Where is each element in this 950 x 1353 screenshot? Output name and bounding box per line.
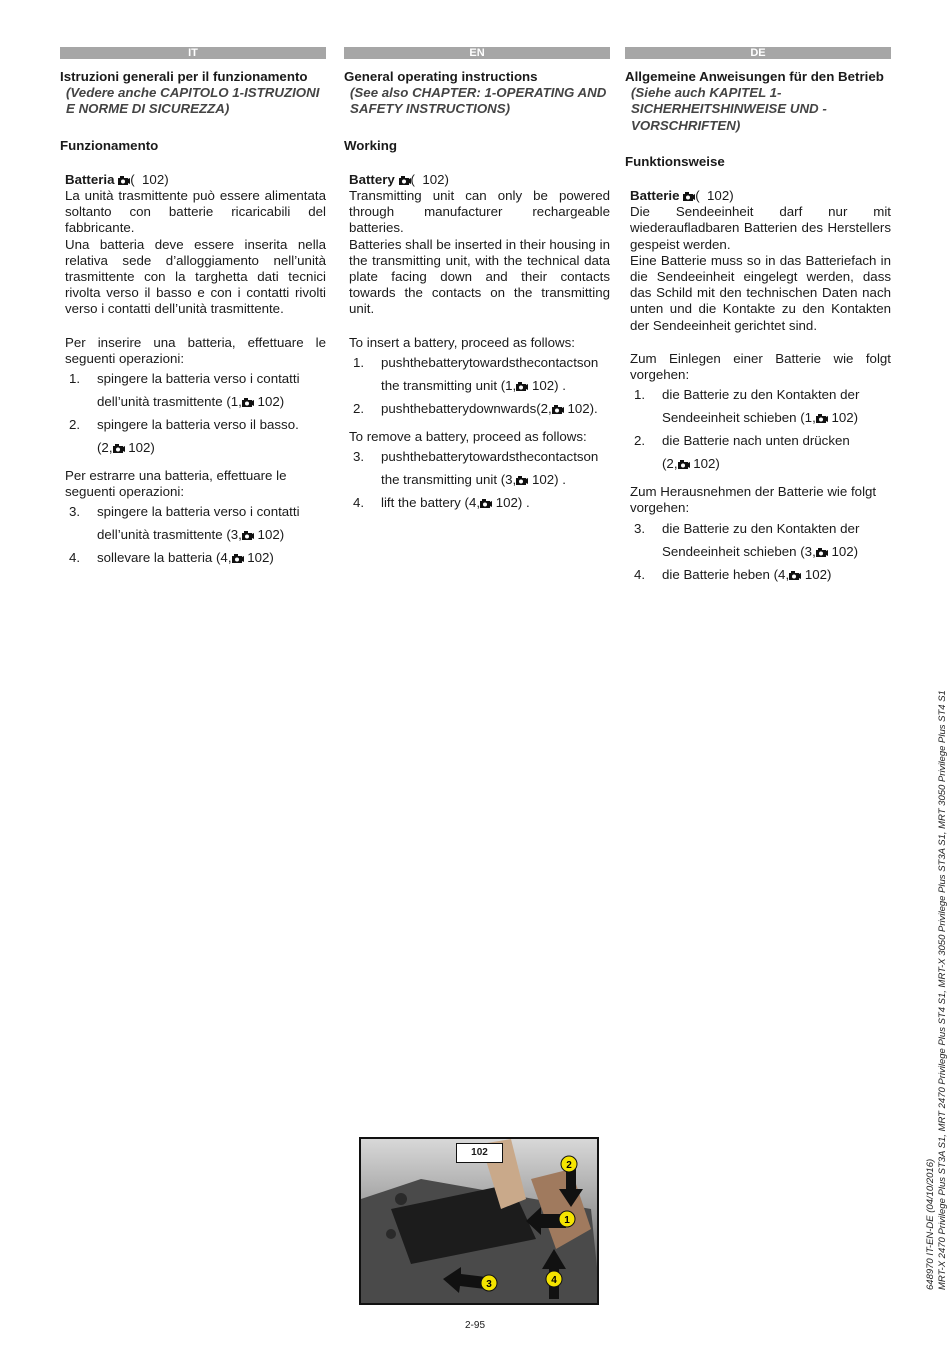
step-item: 2. pushthebatterydownwards(2, 102). bbox=[353, 400, 598, 416]
camera-icon bbox=[242, 530, 254, 540]
camera-icon bbox=[242, 397, 254, 407]
subheading: Funktionsweise bbox=[625, 153, 725, 169]
figure-label: 102 bbox=[456, 1143, 503, 1163]
camera-icon bbox=[232, 553, 244, 563]
svg-text:3: 3 bbox=[486, 1279, 492, 1290]
insert-steps bbox=[349, 351, 610, 420]
remove-intro: Zum Herausnehmen der Batterie wie folgt vorgehen: bbox=[630, 484, 877, 516]
paragraph: Eine Batterie muss so in das Batteriefach in die Sendeeinheit eingelegt werden, dass das Schild mit den technischen Daten nach unten und die Kontakte zu den Kontakten der Sendeeinheit gerichtet sind. bbox=[630, 252, 891, 333]
section-title: General operating instructions bbox=[344, 69, 538, 84]
callout-4 bbox=[546, 1271, 562, 1287]
svg-text:1: 1 bbox=[564, 1215, 570, 1226]
camera-icon bbox=[552, 404, 564, 414]
subheading: Funzionamento bbox=[60, 137, 159, 153]
camera-icon bbox=[516, 381, 528, 391]
column-it bbox=[60, 47, 326, 569]
paragraph: Batteries shall be inserted in their housing in the transmitting unit, with the technical data plate facing down and their contacts towards the contacts on the transmitting unit. bbox=[349, 236, 610, 317]
battery-title: Batterie bbox=[630, 188, 680, 204]
subheading: Working bbox=[344, 137, 397, 153]
model-list: MRT-X 2470 Privilege Plus ST3A S1, MRT 2470 Privilege Plus ST4 S1, MRT-X 3050 Privilege Plus ST3A S1, MRT 3050 Privilege Plus ST4 S1 bbox=[937, 690, 948, 1290]
step-item: 3. spingere la batteria verso i contatti dell’unità trasmittente (3, 102) bbox=[69, 504, 300, 543]
step-item: 1. die Batterie zu den Kontakten der Sendeeinheit schieben (1, 102) bbox=[634, 387, 860, 426]
language-bar: EN bbox=[344, 47, 610, 59]
see-also-note: (Vedere anche CAPITOLO 1-ISTRUZIONI E NORME DI SICUREZZA) bbox=[66, 85, 320, 117]
camera-icon bbox=[678, 459, 690, 469]
step-item: 2. spingere la batteria verso il basso. (2, 102) bbox=[69, 417, 299, 456]
callout-1 bbox=[559, 1211, 575, 1227]
step-item: 3. die Batterie zu den Kontakten der Sendeeinheit schieben (3, 102) bbox=[634, 520, 860, 559]
step-item: 4. lift the battery (4, 102) . bbox=[353, 495, 530, 511]
paragraph: La unità trasmittente può essere alimentata soltanto con batterie ricaricabili del fabbricante. bbox=[65, 188, 326, 236]
battery-section bbox=[60, 172, 326, 570]
figure-102 bbox=[359, 1137, 599, 1305]
svg-text:4: 4 bbox=[551, 1275, 557, 1286]
insert-intro: Per inserire una batteria, effettuare le seguenti operazioni: bbox=[65, 334, 326, 366]
side-document-info bbox=[925, 690, 949, 1290]
section-title: Allgemeine Anweisungen für den Betrieb bbox=[625, 69, 884, 84]
language-bar: DE bbox=[625, 47, 891, 59]
figure-ref: ( 102) bbox=[130, 171, 169, 187]
camera-icon bbox=[683, 191, 695, 201]
battery-section bbox=[625, 188, 891, 586]
figure-ref: ( 102) bbox=[695, 188, 734, 204]
section-title: Istruzioni generali per il funzionamento bbox=[60, 69, 308, 84]
insert-steps bbox=[630, 383, 891, 475]
battery-section bbox=[344, 172, 610, 514]
svg-text:2: 2 bbox=[566, 1160, 572, 1171]
battery-title: Battery bbox=[349, 171, 395, 187]
remove-steps bbox=[349, 445, 610, 514]
battery-photo bbox=[361, 1139, 599, 1305]
step-item: 1. spingere la batteria verso i contatti dell’unità trasmittente (1, 102) bbox=[69, 371, 300, 410]
step-item: 1. pushthebatterytowardsthecontactson the transmitting unit (1, 102) . bbox=[353, 354, 599, 393]
paragraph: Die Sendeeinheit darf nur mit wiederaufladbaren Batterien des Herstellers gespeist werden. bbox=[630, 204, 891, 252]
camera-icon bbox=[480, 498, 492, 508]
callout-2 bbox=[561, 1156, 577, 1172]
remove-intro: To remove a battery, proceed as follows: bbox=[349, 428, 587, 444]
column-de bbox=[625, 47, 891, 586]
paragraph: Transmitting unit can only be powered through manufacturer rechargeable batteries. bbox=[349, 188, 610, 236]
step-item: 4. die Batterie heben (4, 102) bbox=[634, 566, 832, 582]
camera-icon bbox=[399, 175, 411, 185]
camera-icon bbox=[118, 175, 130, 185]
page-number: 2-95 bbox=[464, 1320, 485, 1331]
document-code: 648970 IT-EN-DE (04/10/2016) bbox=[925, 1158, 936, 1290]
remove-steps bbox=[630, 517, 891, 586]
camera-icon bbox=[816, 413, 828, 423]
battery-title: Batteria bbox=[65, 171, 115, 187]
see-also-note: (Siehe auch KAPITEL 1-SICHERHEITSHINWEISE UND -VORSCHRIFTEN) bbox=[631, 85, 827, 133]
column-en bbox=[344, 47, 610, 514]
figure-ref: ( 102) bbox=[410, 171, 449, 187]
step-item: 4. sollevare la batteria (4, 102) bbox=[69, 550, 274, 566]
step-item: 3. pushthebatterytowardsthecontactson the transmitting unit (3, 102) . bbox=[353, 449, 599, 488]
insert-steps bbox=[65, 367, 326, 459]
camera-icon bbox=[816, 547, 828, 557]
camera-icon bbox=[516, 475, 528, 485]
camera-icon bbox=[113, 443, 125, 453]
language-bar: IT bbox=[60, 47, 326, 59]
callout-3 bbox=[481, 1275, 497, 1291]
remove-intro: Per estrarre una batteria, effettuare le seguenti operazioni: bbox=[65, 468, 287, 500]
camera-icon bbox=[789, 570, 801, 580]
insert-intro: Zum Einlegen einer Batterie wie folgt vorgehen: bbox=[630, 350, 891, 383]
paragraph: Una batteria deve essere inserita nella relativa sede d’alloggiamento nell’unità trasmittente con la targhetta dati tecnici rivolta verso il basso e con i contatti rivolti verso i contatti dell’unità trasmittente. bbox=[65, 236, 326, 317]
insert-intro: To insert a battery, proceed as follows: bbox=[349, 334, 575, 350]
remove-steps bbox=[65, 500, 326, 569]
step-item: 2. die Batterie nach unten drücken (2, 102) bbox=[634, 433, 850, 472]
see-also-note: (See also CHAPTER: 1-OPERATING AND SAFETY INSTRUCTIONS) bbox=[350, 85, 607, 117]
